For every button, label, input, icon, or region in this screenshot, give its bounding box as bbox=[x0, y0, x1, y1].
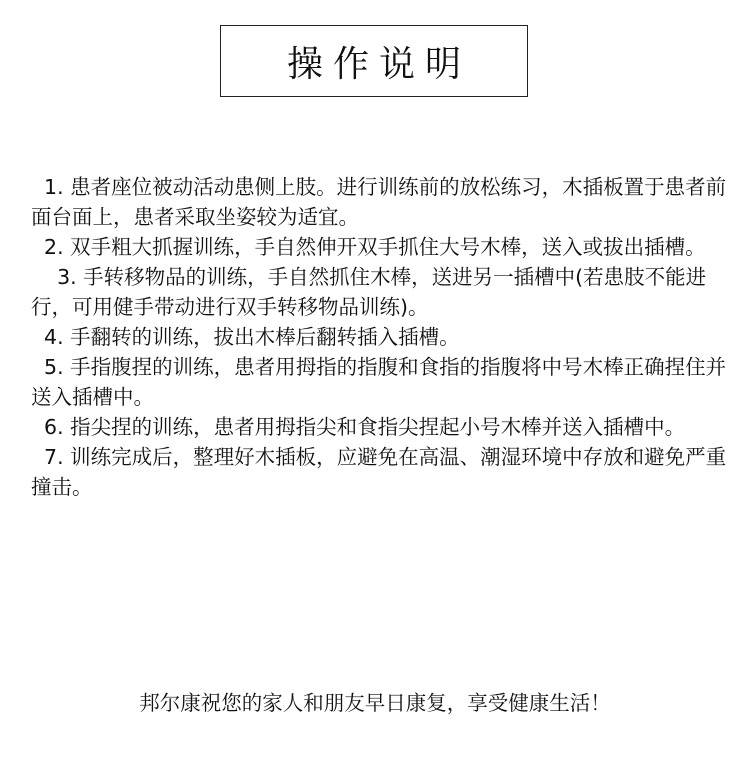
step-text: 手转移物品的训练，手自然抓住木棒，送进另一插槽中(若患肢不能进行，可用健手带动进行双手转移物品训练)。 bbox=[31, 265, 707, 319]
instruction-step-6 bbox=[31, 412, 731, 442]
step-number: 7. bbox=[44, 445, 71, 469]
step-text: 双手粗大抓握训练，手自然伸开双手抓住大号木棒，送入或拔出插槽。 bbox=[70, 235, 706, 259]
step-number: 1. bbox=[44, 175, 71, 199]
step-indent bbox=[31, 265, 57, 289]
step-number: 2. bbox=[44, 235, 71, 259]
step-text: 手指腹捏的训练，患者用拇指的指腹和食指的指腹将中号木棒正确捏住并送入插槽中。 bbox=[31, 355, 727, 409]
step-text: 训练完成后，整理好木插板，应避免在高温、潮湿环境中存放和避免严重撞击。 bbox=[31, 445, 727, 499]
closing-message: 邦尔康祝您的家人和朋友早日康复，享受健康生活！ bbox=[139, 691, 611, 715]
instruction-step-4 bbox=[31, 322, 731, 352]
step-indent bbox=[31, 175, 44, 199]
instruction-step-2 bbox=[31, 232, 731, 262]
step-text: 指尖捏的训练，患者用拇指尖和食指尖捏起小号木棒并送入插槽中。 bbox=[70, 415, 686, 439]
step-text: 患者座位被动活动患侧上肢。进行训练前的放松练习，木插板置于患者前面台面上，患者采取坐姿较为适宜。 bbox=[31, 175, 727, 229]
instruction-step-3 bbox=[31, 262, 731, 322]
instruction-step-5 bbox=[31, 352, 731, 412]
step-number: 6. bbox=[44, 415, 71, 439]
step-text: 手翻转的训练，拔出木棒后翻转插入插槽。 bbox=[70, 325, 460, 349]
step-number: 5. bbox=[44, 355, 71, 379]
step-indent bbox=[31, 415, 44, 439]
instruction-step-1 bbox=[31, 172, 731, 232]
step-indent bbox=[31, 355, 44, 379]
step-number: 4. bbox=[44, 325, 71, 349]
step-indent bbox=[31, 445, 44, 469]
page-title: 操作说明 bbox=[286, 43, 471, 85]
step-number: 3. bbox=[57, 265, 84, 289]
title-box bbox=[220, 25, 528, 97]
step-indent bbox=[31, 325, 44, 349]
instruction-step-7 bbox=[31, 442, 731, 502]
instruction-list bbox=[31, 172, 731, 502]
step-indent bbox=[31, 235, 44, 259]
